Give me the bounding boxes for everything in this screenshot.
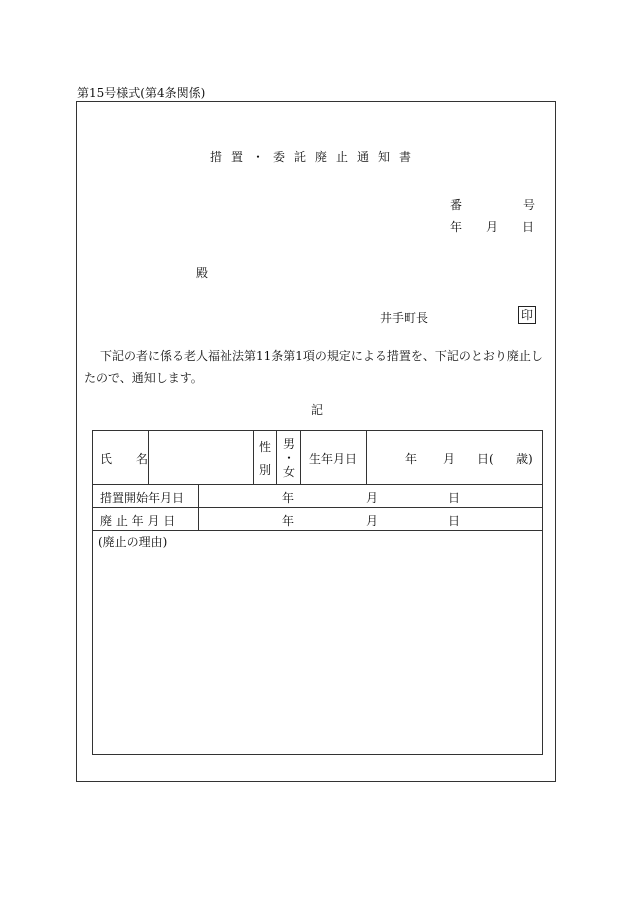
sex-label-top: 性: [259, 440, 272, 454]
col-divider: [253, 431, 254, 484]
start-date-day: 日: [448, 491, 461, 505]
addressee-suffix: 殿: [196, 266, 209, 280]
birth-year: 年: [405, 452, 418, 466]
seal-mark: 印: [518, 306, 536, 324]
body-text-content: 下記の者に係る老人福祉法第11条第1項の規定による措置を、下記のとおり廃止したので、通知します。: [84, 349, 543, 385]
number-ban: 番: [450, 198, 463, 212]
row-divider: [93, 484, 542, 485]
birth-age: 歳): [516, 452, 533, 466]
form-caption: 第15号様式(第4条関係): [77, 86, 206, 100]
col-divider: [366, 431, 367, 484]
date-day: 日: [522, 220, 535, 234]
end-date-day: 日: [448, 514, 461, 528]
sex-male: 男: [283, 437, 296, 451]
row-divider: [93, 530, 542, 531]
sex-female: 女: [283, 465, 296, 479]
start-date-month: 月: [366, 491, 379, 505]
col-divider: [198, 484, 199, 530]
col-divider: [276, 431, 277, 484]
document-title: 措置・委託廃止通知書: [209, 150, 420, 164]
birth-day: 日(: [477, 452, 494, 466]
number-go: 号: [523, 198, 536, 212]
date-month: 月: [486, 220, 499, 234]
birth-month: 月: [443, 452, 456, 466]
start-date-label: 措置開始年月日: [100, 491, 185, 505]
col-divider: [300, 431, 301, 484]
start-date-year: 年: [282, 491, 295, 505]
name-label: 氏 名: [100, 452, 149, 466]
end-date-label: 廃 止 年 月 日: [100, 514, 176, 528]
body-text: [84, 345, 544, 389]
date-year: 年: [450, 220, 463, 234]
issuer-name: 井手町長: [380, 311, 429, 325]
birth-label: 生年月日: [309, 452, 358, 466]
reason-label: (廃止の理由): [98, 535, 168, 549]
sex-label-bottom: 別: [259, 463, 272, 477]
sex-dot: ・: [283, 451, 296, 465]
col-divider: [148, 431, 149, 484]
end-date-year: 年: [282, 514, 295, 528]
ki-label: 記: [311, 403, 324, 417]
end-date-month: 月: [366, 514, 379, 528]
record-table: [92, 430, 543, 755]
row-divider: [93, 507, 542, 508]
